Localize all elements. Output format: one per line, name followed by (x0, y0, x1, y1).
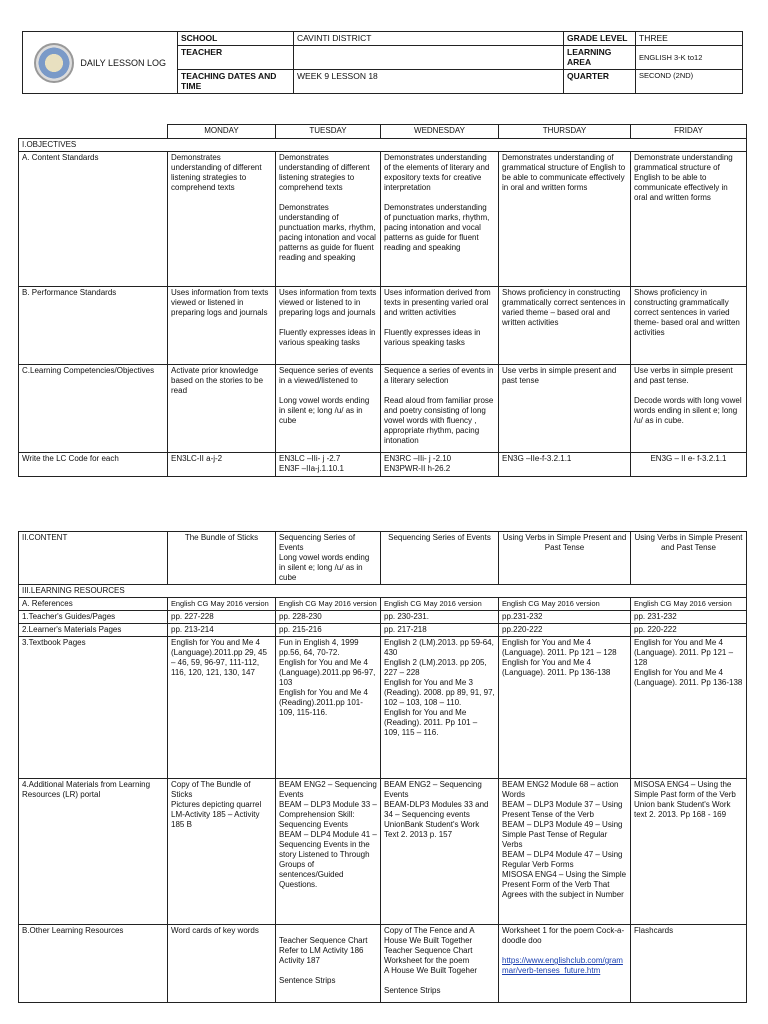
table-cell: Uses information from texts viewed or listened in preparing logs and journals (168, 287, 276, 365)
resources-table (18, 531, 747, 1003)
row-label: Write the LC Code for each (19, 453, 168, 477)
table-cell: Uses information from texts viewed or listened to in preparing logs and journals Fluently expresses ideas in various speaking tasks (276, 287, 381, 365)
table-cell: Use verbs in simple present and past tense (499, 365, 631, 453)
row-label: 1.Teacher's Guides/Pages (19, 611, 168, 624)
table-cell: Shows proficiency in constructing grammatically correct sentences in varied theme – based oral and written activities (499, 287, 631, 365)
table-cell: Copy of The Bundle of Sticks Pictures depicting quarrel LM-Activity 185 – Activity 185 B (168, 779, 276, 925)
worksheet-text: Worksheet 1 for the poem Cock-a-doodle doo (502, 926, 625, 945)
table-row (19, 925, 747, 1003)
teacher-label: TEACHER (178, 46, 294, 70)
header-table (22, 31, 743, 94)
row-label: 4.Additional Materials from Learning Resources (LR) portal (19, 779, 168, 925)
table-cell: Demonstrates understanding of the elements of literary and expository texts for creative interpretation Demonstrates understanding of punctuation marks, rhythm, pacing intonation and vocal patterns as guide for fluent reading and speaking (381, 152, 499, 287)
grammar-link[interactable]: https://www.englishclub.com/grammar/verb-tenses_future.htm (502, 956, 623, 975)
table-cell: BEAM ENG2 Module 68 – action Words BEAM – DLP3 Module 37 – Using Present Tense of the Verb BEAM – DLP3 Module 49 – Using Simple Past Tense of Regular Verbs BEAM – DLP4 Module 47 – Using Regular Verb Forms MISOSA ENG4 – Using the Simple Present Form of the Verb That Agrees with the subject in Number (499, 779, 631, 925)
table-cell: pp. 220-222 (631, 624, 747, 637)
header-title-cell (23, 32, 178, 94)
table-cell: Demonstrate understanding grammatical structure of English to be able to communicate effectively in oral and written forms (631, 152, 747, 287)
grade-value: THREE (636, 32, 743, 46)
day-header-thursday: THURSDAY (499, 125, 631, 139)
table-row (19, 152, 747, 287)
table-row (19, 779, 747, 925)
table-cell: pp. 228-230 (276, 611, 381, 624)
table-cell: Using Verbs in Simple Present and Past Tense (499, 532, 631, 585)
table-cell: MISOSA ENG4 – Using the Simple Past form of the Verb Union bank Student's Work text 2. 2013. Pp 168 - 169 (631, 779, 747, 925)
table-cell: English CG May 2016 version (168, 598, 276, 611)
quarter-label: QUARTER (564, 70, 636, 94)
day-header-wednesday: WEDNESDAY (381, 125, 499, 139)
table-cell: The Bundle of Sticks (168, 532, 276, 585)
table-row (19, 598, 747, 611)
table-cell: Flashcards (631, 925, 747, 1003)
table-cell: Sequence a series of events in a literary selection Read aloud from familiar prose and poetry consisting of long vowel words with fluency , appropriate rhythm, pacing intonation (381, 365, 499, 453)
row-label: 3.Textbook Pages (19, 637, 168, 779)
table-cell: pp. 215-216 (276, 624, 381, 637)
table-cell: Demonstrates understanding of different listening strategies to comprehend texts (168, 152, 276, 287)
area-label: LEARNING AREA (564, 46, 636, 70)
table-cell: EN3LC –IIi- j -2.7 EN3F –IIa-j.1.10.1 (276, 453, 381, 477)
table-cell: EN3RC –IIi- j -2.10 EN3PWR-II h-26.2 (381, 453, 499, 477)
school-label: SCHOOL (178, 32, 294, 46)
day-header-tuesday: TUESDAY (276, 125, 381, 139)
grade-label: GRADE LEVEL (564, 32, 636, 46)
content-label: II.CONTENT (19, 532, 168, 585)
table-cell: Sequencing Series of Events (381, 532, 499, 585)
table-cell: pp. 217-218 (381, 624, 499, 637)
table-cell: pp. 213-214 (168, 624, 276, 637)
school-seal-icon (34, 43, 74, 83)
table-row (19, 532, 747, 585)
table-cell: English CG May 2016 version (381, 598, 499, 611)
row-label: C.Learning Competencies/Objectives (19, 365, 168, 453)
table-cell: EN3G – II e- f-3.2.1.1 (631, 453, 747, 477)
table-cell: Uses information derived from texts in presenting varied oral and written activities Fluently expresses ideas in various speaking tasks (381, 287, 499, 365)
area-value: ENGLISH 3-K to12 (636, 46, 743, 70)
table-cell: English for You and Me 4 (Language).2011.pp 29, 45 – 46, 59, 96-97, 111-112, 116, 120, 121, 130, 147 (168, 637, 276, 779)
table-cell: EN3G –IIe-f-3.2.1.1 (499, 453, 631, 477)
table-cell: Teacher Sequence Chart Refer to LM Activity 186 Activity 187 Sentence Strips (276, 925, 381, 1003)
table-cell: BEAM ENG2 – Sequencing Events BEAM-DLP3 Modules 33 and 34 – Sequencing events UnionBank Student's Work Text 2. 2013 p. 157 (381, 779, 499, 925)
row-label: B. Performance Standards (19, 287, 168, 365)
table-cell: Activate prior knowledge based on the stories to be read (168, 365, 276, 453)
table-row (19, 611, 747, 624)
table-row (19, 624, 747, 637)
table-row (19, 453, 747, 477)
resources-section-label: III.LEARNING RESOURCES (19, 585, 747, 598)
table-cell: pp. 230-231. (381, 611, 499, 624)
table-cell: Sequence series of events in a viewed/listened to Long vowel words ending in silent e; long /u/ as in cube (276, 365, 381, 453)
table-cell: Use verbs in simple present and past tense. Decode words with long vowel words ending in silent e; long /u/ as in cube. (631, 365, 747, 453)
table-cell: English for You and Me 4 (Language). 2011. Pp 121 – 128 English for You and Me 4 (Language). 2011. Pp 136-138 (499, 637, 631, 779)
row-label: A. Content Standards (19, 152, 168, 287)
table-cell: Fun in English 4, 1999 pp.56, 64, 70-72. English for You and Me 4 (Language).2011.pp 96-97, 103 English for You and Me 4 (Reading).2011.pp 101-109, 115-116. (276, 637, 381, 779)
table-cell: pp.231-232 (499, 611, 631, 624)
quarter-value: SECOND (2ND) (636, 70, 743, 94)
row-label: A. References (19, 598, 168, 611)
table-cell: pp.220-222 (499, 624, 631, 637)
school-value: CAVINTI DISTRICT (294, 32, 564, 46)
table-cell: English 2 (LM).2013. pp 59-64, 430 English 2 (LM).2013. pp 205, 227 – 228 English for You and Me 3 (Reading). 2008. pp 89, 91, 97, 102 – 103, 108 – 110. English for You and Me (Reading). 2011. Pp 101 – 109, 115 – 116. (381, 637, 499, 779)
objectives-table (18, 124, 747, 477)
table-cell: Sequencing Series of Events Long vowel words ending in silent e; long /u/ as in cube (276, 532, 381, 585)
table-cell: Using Verbs in Simple Present and Past Tense (631, 532, 747, 585)
table-cell: Shows proficiency in constructing grammatically correct sentences in varied theme- based oral and written activities (631, 287, 747, 365)
table-row (19, 637, 747, 779)
table-cell: Word cards of key words (168, 925, 276, 1003)
page-title: DAILY LESSON LOG (80, 57, 167, 68)
dates-value: WEEK 9 LESSON 18 (294, 70, 564, 94)
table-cell (499, 925, 631, 1003)
table-cell: English for You and Me 4 (Language). 2011. Pp 121 – 128 English for You and Me 4 (Language). 2011. Pp 136-138 (631, 637, 747, 779)
table-cell: English CG May 2016 version (631, 598, 747, 611)
table-cell: Demonstrates understanding of grammatical structure of English to be able to communicate effectively in oral and written forms (499, 152, 631, 287)
day-header-friday: FRIDAY (631, 125, 747, 139)
table-row (19, 287, 747, 365)
table-row (19, 365, 747, 453)
row-label: B.Other Learning Resources (19, 925, 168, 1003)
dates-label: TEACHING DATES AND TIME (178, 70, 294, 94)
objectives-section-label: I.OBJECTIVES (19, 139, 747, 152)
table-cell: Copy of The Fence and A House We Built Together Teacher Sequence Chart Worksheet for the poem A House We Built Togeher Sentence Strips (381, 925, 499, 1003)
table-cell: BEAM ENG2 – Sequencing Events BEAM – DLP3 Module 33 – Comprehension Skill: Sequencing Events BEAM – DLP4 Module 41 – Sequencing Events in the story Listened to Through Groups of sentences/Guided Questions. (276, 779, 381, 925)
day-header-monday: MONDAY (168, 125, 276, 139)
table-cell: English CG May 2016 version (499, 598, 631, 611)
table-cell: English CG May 2016 version (276, 598, 381, 611)
table-cell: pp. 227-228 (168, 611, 276, 624)
teacher-value (294, 46, 564, 70)
table-cell: Demonstrates understanding of different listening strategies to comprehend texts Demonstrates understanding of punctuation marks, rhythm, pacing intonation and vocal patterns as guide for fluent reading and speaking (276, 152, 381, 287)
row-label: 2.Learner's Materials Pages (19, 624, 168, 637)
table-cell: pp. 231-232 (631, 611, 747, 624)
table-cell: EN3LC-II a-j-2 (168, 453, 276, 477)
